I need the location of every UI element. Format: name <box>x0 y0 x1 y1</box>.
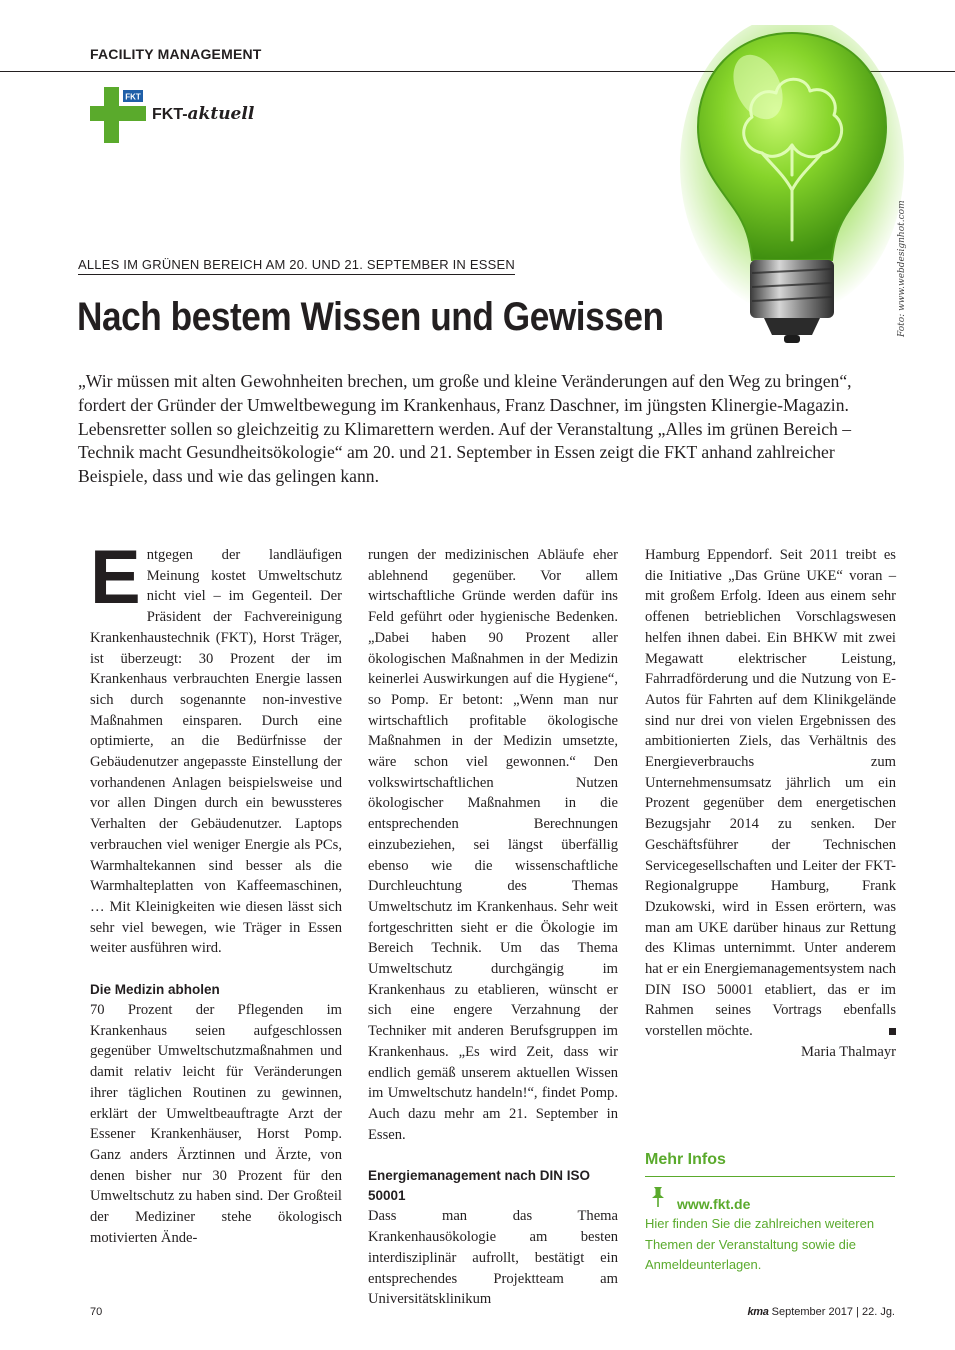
body-paragraph <box>645 545 896 1042</box>
paragraph-spacer <box>368 1145 618 1166</box>
logo-wordmark <box>152 104 254 124</box>
body-column-3 <box>645 545 896 1063</box>
body-paragraph: ntgegen der landläufigen Meinung kostet Umweltschutz nicht viel – im Gegenteil. Der Präsident der Fachvereinigung Krankenhaustechnik (FKT), Horst Träger, ist überzeugt: 30 Prozent der im Krankenhaus verbrauchten Energie lassen sich durch sogenannte non-investive Maßnahmen einsparen. Durch eine optimierte, an die Bedürfnisse der Gebäudenutzer angepasste Einstellung der vorhandenen Anlagen beispielsweise und vor allen Dingen durch ein bewussteres Verhalten der Gebäudenutzer. Laptops verbrauchen viel weniger Energie als PCs, Warmhaltekannen sind besser als die Warmhalteplatten von Kaffeemaschinen, … Mit Kleinigkeiten wie diesen lässt sich sehr viel bewegen, wie Träger in Essen weiter ausführen wird. <box>90 547 342 957</box>
body-paragraph-text: Hamburg Eppendorf. Seit 2011 treibt es die Initiative „Das Grüne UKE“ voran – mit großem Erfolg. Ideen aus einem sehr offenen betrieblichen Vorschlagswesen helfen ihnen dabei. Ein BHKW mit zwei Megawatt elektrischer Leistung, Fahrradförderung und die Nutzung von E-Autos für Fahrten auf dem Klinikgelände sind nur drei von vielen Ergebnissen des ambitionierten Ziels, das Verhältnis des Energieverbrauchs zum Unternehmensumsatz jährlich um ein Prozent gegenüber dem energetischen Bezugsjahr 2014 zu senken. Der Geschäftsführer der Technischen Servicegesellschaften und Leiter der FKT-Regionalgruppe Hamburg, Frank Dzukowski, wird in Essen erörtern, was man am UKE darüber hinaus zur Rettung des Klimas unternimmt. Unter anderem hat er ein Energiemanagementsystem nach DIN ISO 50001 etabliert, das er im Rahmen seines Vortrags ebenfalls vorstellen möchte. <box>645 547 896 1040</box>
info-box-text: Hier finden Sie die zahlreichen weiteren Themen der Veranstaltung sowie die Anmeldeunterlagen. <box>645 1216 875 1273</box>
logo-fkt-mark: FKT <box>125 92 141 102</box>
paragraph-spacer <box>90 959 342 980</box>
article-headline: Nach bestem Wissen und Gewissen <box>77 295 664 339</box>
article-lead: „Wir müssen mit alten Gewohnheiten brechen, um große und kleine Veränderungen auf den Weg zu bringen“, fordert der Gründer der Umweltbewegung im Krankenhaus, Franz Daschner, im jüngsten Klinergie-Magazin. Lebensretter sollen so gleichzeitig zu Klimarettern werden. Auf der Veranstaltung „Alles im grünen Bereich – Technik macht Gesundheitsökologie“ am 20. und 21. September in Essen zeigt die FKT anhand zahlreicher Beispiele, dass und wie das gelingen kann. <box>78 371 852 487</box>
footer-volume: 22. Jg. <box>861 1306 895 1318</box>
body-paragraph: rungen der medizinischen Abläufe eher ablehnend gegenüber. Vor allem wirtschaftliche Gründe werden dafür ins Feld geführt oder hygienische Bedenken. „Dabei haben 90 Prozent aller ökologischen Maßnahmen in der Medizin keinerlei Auswirkungen auf die Hygiene“, so Pomp. Er betont: „Wenn man nur wirtschaftlich profitable ökologische Maßnahmen in der Medizin umsetzte, wäre schon viel gewonnen.“ Den volkswirtschaftlichen Nutzen ökologischer Maßnahmen in die entsprechenden Berechnungen einzubeziehen, sei längst überfällig ebenso wie die wissenschaftliche Durchleuchtung des Themas Umweltschutz im Krankenhaus. Sehr weit fortgeschritten sieht er die Ökologie im Bereich Technik. Um das Thema Umweltschutz durchgängig im Krankenhaus zu etablieren, wünscht er sich eine engere Verzahnung der Techniker mit anderen Berufsgruppen im Krankenhaus. „Es wird Zeit, dass wir endlich gemäß unserem aktuellen Wissen im Umweltschutz handeln!“, findet Pomp. Auch dazu mehr am 21. September in Essen. <box>368 547 618 1143</box>
end-of-article-mark <box>889 1028 896 1035</box>
drop-cap: E <box>90 535 141 620</box>
footer-issue-info <box>747 1306 895 1318</box>
footer-issue: September 2017 <box>771 1306 853 1318</box>
page-number: 70 <box>90 1306 103 1318</box>
green-lightbulb-illustration <box>680 25 905 360</box>
subheading-medizin: Die Medizin abholen <box>90 982 220 998</box>
info-box-rule <box>645 1176 895 1177</box>
footer-brand: kma <box>747 1306 769 1318</box>
section-title: FACILITY MANAGEMENT <box>90 46 262 62</box>
green-cross-icon <box>90 87 146 143</box>
body-column-2 <box>368 545 618 1310</box>
logo-wordmark-plain: FKT- <box>152 106 188 123</box>
photo-credit: Foto: www.webdesignhot.com <box>897 200 907 337</box>
article-kicker: ALLES IM GRÜNEN BEREICH AM 20. UND 21. SEPTEMBER IN ESSEN <box>78 257 515 275</box>
info-box-title: Mehr Infos <box>645 1151 726 1168</box>
info-website-link[interactable]: www.fkt.de <box>677 1196 751 1212</box>
body-column-1 <box>90 535 342 1249</box>
footer-separator: | <box>856 1306 859 1318</box>
body-paragraph: 70 Prozent der Pflegenden im Krankenhaus seien aufgeschlossen gegenüber Umweltschutzmaßnahmen und damit relativ leicht für Veränderungen ihrer täglichen Routinen zu gewinnen, erklärt der Umweltbeauftragte Arzt der Essener Krankenhäuser, Horst Pomp. Ganz anders Ärztinnen und Ärzte, von denen bisher nur 30 Prozent für den Umweltschutz zu haben sind. Der Großteil der Mediziner stehe ökologisch motivierten Ände- <box>90 1002 342 1246</box>
pushpin-icon <box>650 1186 666 1208</box>
body-paragraph: Dass man das Thema Krankenhausökologie am besten interdisziplinär aufrollt, bestätigt ein entsprechendes Projektteam am Universitätsklinikum <box>368 1208 618 1308</box>
subheading-energiemanagement: Energiemanagement nach DIN ISO 50001 <box>368 1168 591 1204</box>
logo-wordmark-script: aktuell <box>187 104 255 124</box>
author-name: Maria Thalmayr <box>801 1043 896 1060</box>
